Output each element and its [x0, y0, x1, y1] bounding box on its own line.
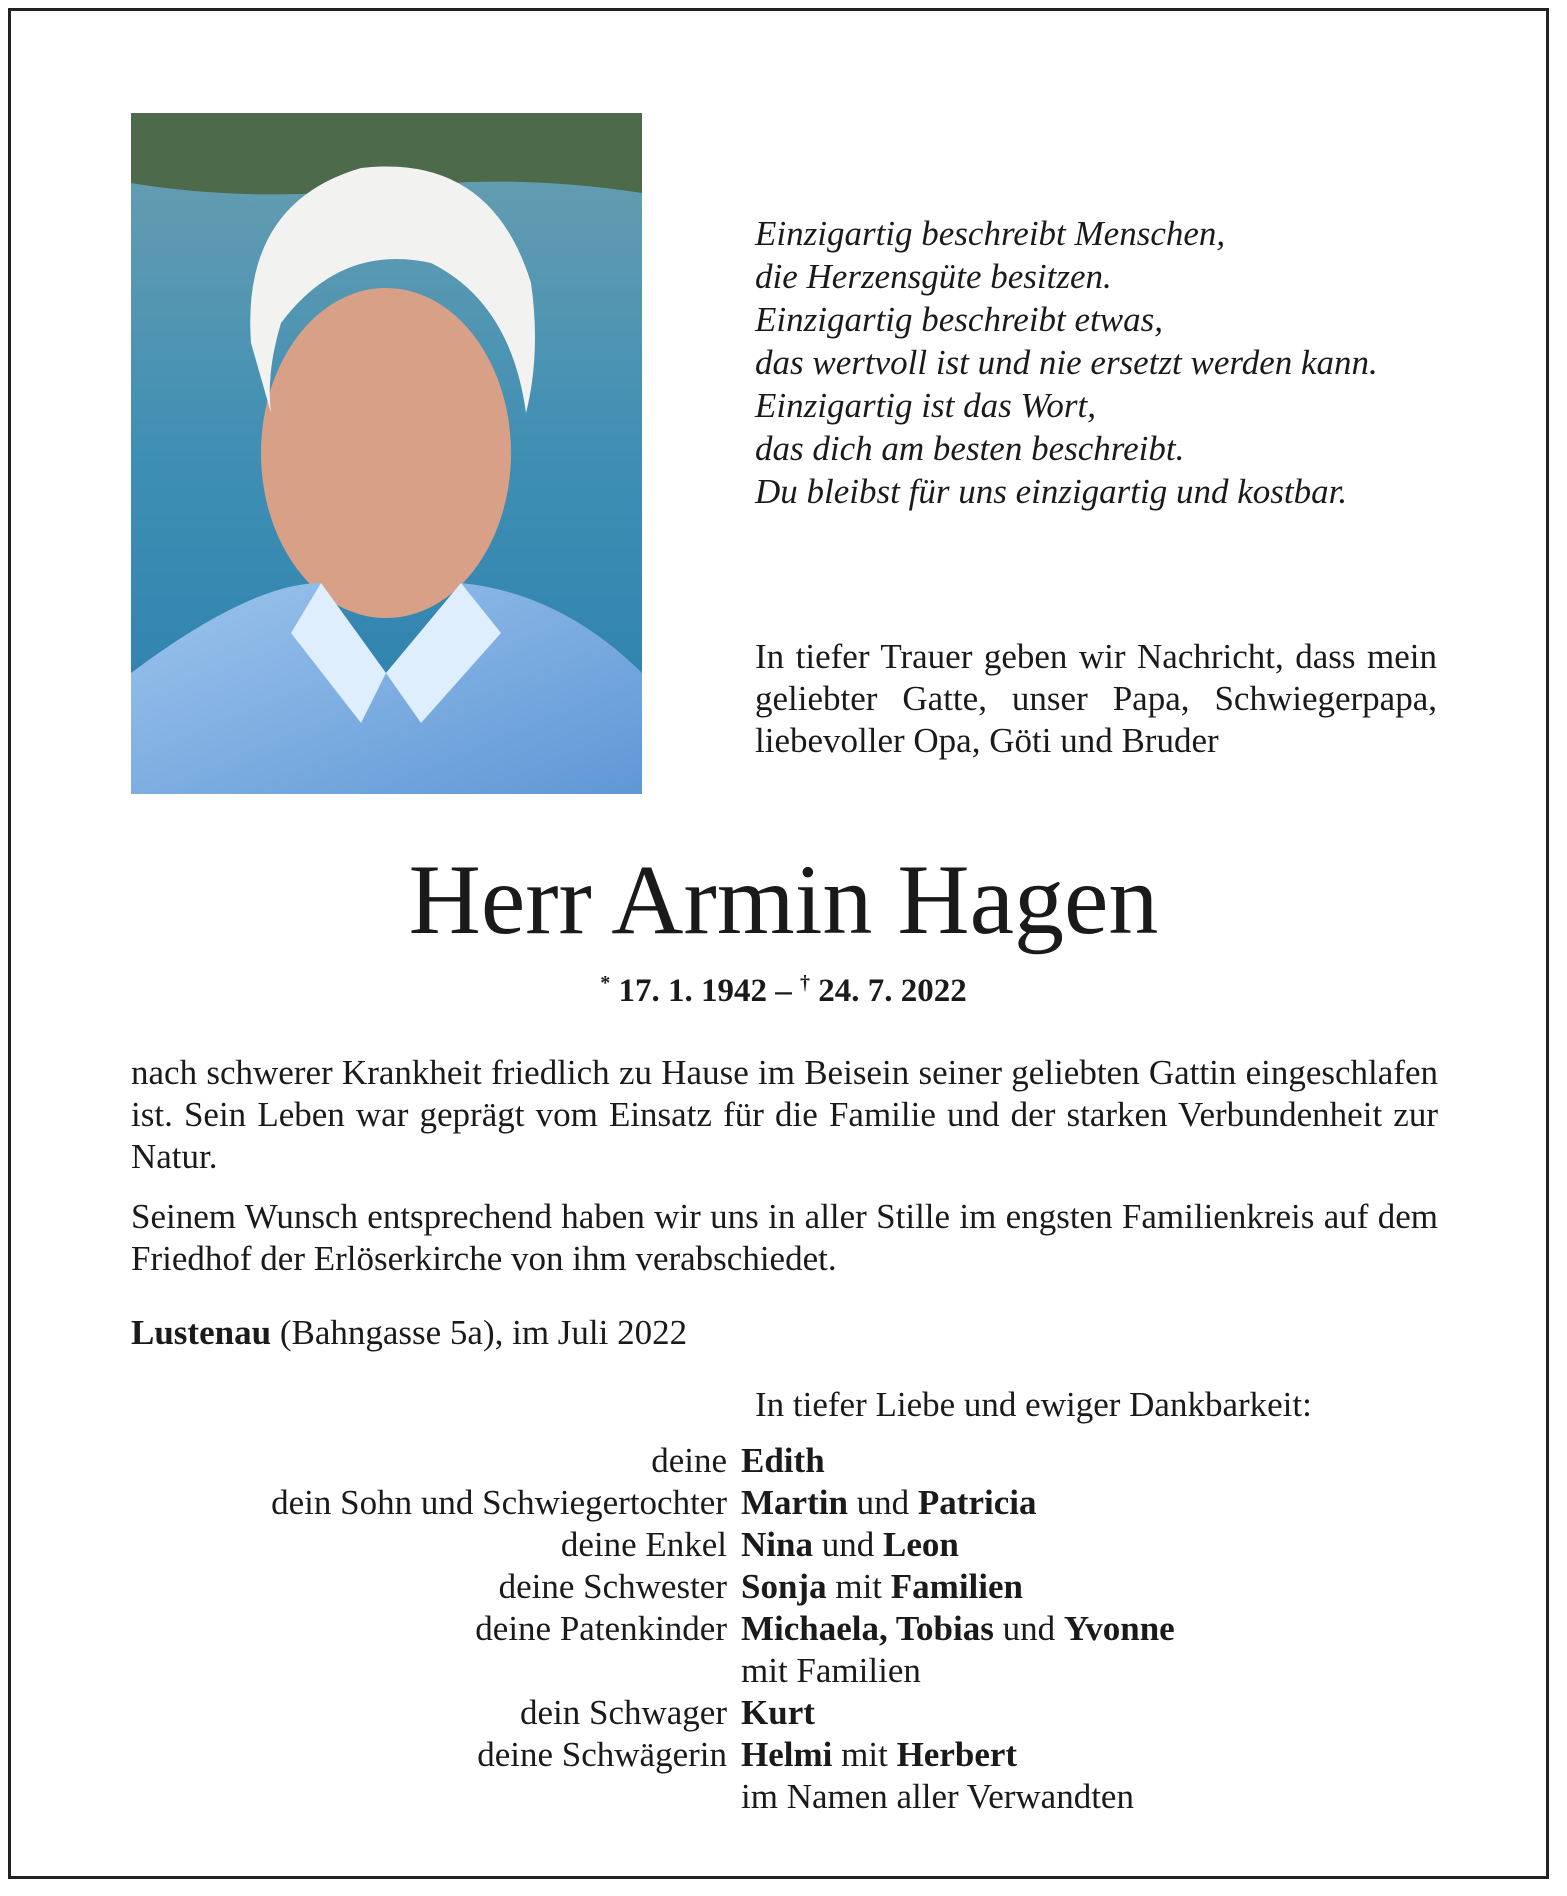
poem-line: Einzigartig ist das Wort,	[755, 386, 1096, 425]
date-separator: –	[767, 973, 800, 1009]
mourner-relation: deine Schwägerin	[477, 1735, 727, 1774]
mourner-names: Sonja mit Familien	[741, 1567, 1023, 1606]
mourner-names: Michaela, Tobias und Yvonne	[741, 1609, 1175, 1648]
poem-line: Einzigartig beschreibt Menschen,	[755, 214, 1226, 253]
mourners-list	[0, 1440, 1567, 1818]
mourner-relation	[0, 1776, 741, 1818]
poem-line: Einzigartig beschreibt etwas,	[755, 300, 1163, 339]
deceased-name: Herr Armin Hagen	[408, 844, 1159, 955]
poem-line: das wertvoll ist und nie ersetzt werden kann.	[755, 343, 1378, 382]
mourner-relation: deine	[651, 1441, 727, 1480]
mourner-row	[0, 1524, 1567, 1566]
place-rest: (Bahngasse 5a), im Juli 2022	[271, 1313, 688, 1352]
death-mark: †	[800, 972, 810, 994]
mourner-relation: dein Sohn und Schwiegertochter	[271, 1483, 727, 1522]
life-dates	[0, 972, 1567, 1010]
mourner-names: im Namen aller Verwandten	[741, 1777, 1134, 1816]
place-date	[131, 1313, 687, 1353]
intro-text: In tiefer Trauer geben wir Nachricht, dass mein geliebter Gatte, unser Papa, Schwiegerpapa, liebevoller Opa, Göti und Bruder	[755, 637, 1437, 760]
thanks-line: In tiefer Liebe und ewiger Dankbarkeit:	[755, 1385, 1312, 1424]
mourner-row	[0, 1650, 1567, 1692]
mourner-relation: deine Schwester	[498, 1567, 727, 1606]
birth-mark: *	[600, 972, 611, 994]
poem	[755, 212, 1475, 513]
poem-line: Du bleibst für uns einzigartig und kostbar.	[755, 472, 1348, 511]
place-city: Lustenau	[131, 1313, 272, 1352]
mourner-names: Nina und Leon	[741, 1525, 959, 1564]
mourner-names: Helmi mit Herbert	[741, 1735, 1018, 1774]
paragraph-2: Seinem Wunsch entsprechend haben wir uns in aller Stille im engsten Familienkreis auf dem Friedhof der Erlöserkirche von ihm verabschiedet.	[131, 1197, 1438, 1278]
mourner-row	[0, 1608, 1567, 1650]
mourner-names: Edith	[741, 1441, 825, 1480]
death-date: 24. 7. 2022	[818, 973, 967, 1009]
mourner-row	[0, 1692, 1567, 1734]
mourner-row	[0, 1482, 1567, 1524]
mourner-relation	[0, 1650, 741, 1692]
paragraph-1: nach schwerer Krankheit friedlich zu Hause im Beisein seiner geliebten Gattin eingeschlafen ist. Sein Leben war geprägt vom Einsatz für die Familie und der starken Verbundenheit zur Natur.	[131, 1053, 1438, 1176]
mourner-row	[0, 1734, 1567, 1776]
mourner-names: Martin und Patricia	[741, 1483, 1037, 1522]
mourner-row	[0, 1440, 1567, 1482]
mourner-relation: dein Schwager	[519, 1693, 727, 1732]
mourner-relation: deine Enkel	[560, 1525, 727, 1564]
mourner-relation: deine Patenkinder	[475, 1609, 727, 1648]
mourner-names: mit Familien	[741, 1651, 921, 1690]
mourner-row	[0, 1566, 1567, 1608]
poem-line: die Herzensgüte besitzen.	[755, 257, 1112, 296]
birth-date: 17. 1. 1942	[618, 973, 767, 1009]
portrait-photo	[131, 113, 642, 794]
mourner-names: Kurt	[741, 1693, 815, 1732]
poem-line: das dich am besten beschreibt.	[755, 429, 1185, 468]
mourner-row	[0, 1776, 1567, 1818]
